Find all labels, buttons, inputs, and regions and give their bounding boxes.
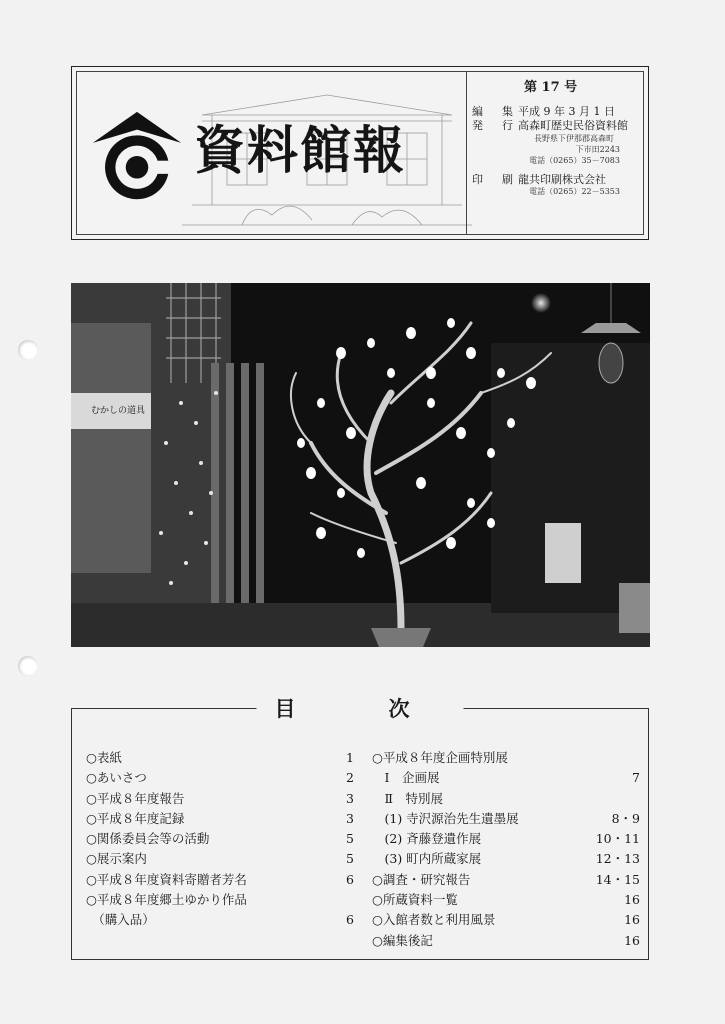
contents-item-label: ○調査・研究報告: [372, 871, 471, 887]
contents-item-page: 5: [346, 831, 354, 847]
contents-item-page: 14・15: [595, 871, 640, 887]
contents-right-column: [372, 748, 640, 951]
publish-row: [472, 119, 640, 134]
contents-item-label: ○表紙: [86, 750, 122, 765]
contents-item-label: ○編集後記: [372, 932, 433, 948]
contents-item-page: 12・13: [595, 851, 640, 867]
contents-item-page: 3: [346, 810, 354, 826]
punch-hole-bottom: [18, 656, 38, 676]
contents-item-page: 10・11: [595, 831, 640, 847]
contents-item: [86, 748, 354, 768]
contents-item: [372, 829, 640, 849]
town-emblem-icon: [90, 109, 184, 203]
contents-item-label: (3) 町内所蔵家展: [372, 851, 482, 867]
contents-item-page: 5: [346, 851, 354, 867]
contents-item-label: ○平成８年度企画特別展: [372, 750, 508, 765]
print-row: [472, 173, 640, 188]
contents-item-label: Ⅰ 企画展: [372, 770, 440, 786]
contents-item-label: Ⅱ 特別展: [372, 790, 443, 806]
contents-item: [86, 768, 354, 788]
contents-item: [86, 849, 354, 869]
cover-photo: [71, 283, 650, 647]
masthead-title: 資料館報: [194, 121, 407, 181]
publish-label: 発 行: [472, 119, 517, 133]
contents-item-label: ○あいさつ: [86, 770, 147, 786]
printer-name: 龍共印刷株式会社: [518, 172, 606, 186]
edit-label: 編 集: [472, 104, 517, 118]
contents-item-page: 7: [632, 770, 640, 786]
punch-hole-top: [18, 340, 38, 360]
contents-item: [372, 931, 640, 951]
contents-item: [372, 910, 640, 930]
contents-item-label: ○展示案内: [86, 851, 147, 867]
publisher-name: 高森町歴史民俗資料館: [518, 119, 628, 133]
contents-item: [372, 809, 640, 829]
table-of-contents: [71, 696, 649, 960]
contents-item-page: 16: [624, 912, 640, 928]
contents-item: [372, 789, 640, 809]
contents-item-label: ○関係委員会等の活動: [86, 831, 210, 847]
exhibit-sign: むかしの道具: [91, 406, 146, 416]
contents-item: [372, 748, 640, 768]
contents-item-label: (1) 寺沢源治先生遺墨展: [372, 810, 519, 826]
contents-item: [372, 849, 640, 869]
contents-item-label: （購入品）: [86, 912, 155, 928]
contents-item: [372, 768, 640, 788]
contents-item: [372, 870, 640, 890]
contents-item: [86, 829, 354, 849]
contents-item-label: ○平成８年度報告: [86, 790, 185, 806]
contents-item-page: 1: [346, 750, 354, 765]
publication-info: [472, 79, 640, 198]
issue-number: 第 17 号: [524, 80, 578, 95]
contents-item-label: ○所蔵資料一覧: [372, 892, 458, 908]
cover-photo-scene: [71, 283, 650, 647]
contents-item-page: 6: [346, 912, 354, 928]
masthead-box: [71, 66, 649, 240]
contents-item: [86, 910, 354, 930]
contents-item-page: 8・9: [611, 810, 640, 826]
contents-item: [86, 809, 354, 829]
contents-left-column: [86, 748, 354, 931]
publisher-address-2: 下市田2243: [575, 145, 620, 155]
contents-item-label: ○平成８年度記録: [86, 810, 185, 826]
contents-item-label: ○入館者数と利用風景: [372, 912, 496, 928]
masthead-divider: [466, 71, 467, 235]
contents-item-page: 16: [624, 892, 640, 908]
publisher-address-1: 長野県下伊那郡高森町: [534, 134, 614, 144]
contents-item-page: 16: [624, 932, 640, 948]
print-label: 印 刷: [472, 172, 517, 186]
contents-item-page: 3: [346, 790, 354, 806]
contents-item: [86, 890, 354, 910]
contents-heading: 目 次: [257, 693, 464, 723]
contents-item: [86, 870, 354, 890]
contents-item-label: (2) 斉藤登遺作展: [372, 831, 482, 847]
publisher-phone: 電話（0265）35－7083: [529, 155, 620, 165]
edit-date: 平成 9 年 3 月 1 日: [518, 104, 615, 118]
contents-item-label: ○平成８年度資料寄贈者芳名: [86, 871, 247, 887]
printer-phone: 電話（0265）22－5353: [529, 187, 620, 197]
contents-item-label: ○平成８年度郷土ゆかり作品: [86, 892, 247, 908]
edit-row: [472, 105, 640, 120]
contents-item-page: 6: [346, 871, 354, 887]
contents-item: [372, 890, 640, 910]
contents-item: [86, 789, 354, 809]
contents-item-page: 2: [346, 770, 354, 786]
